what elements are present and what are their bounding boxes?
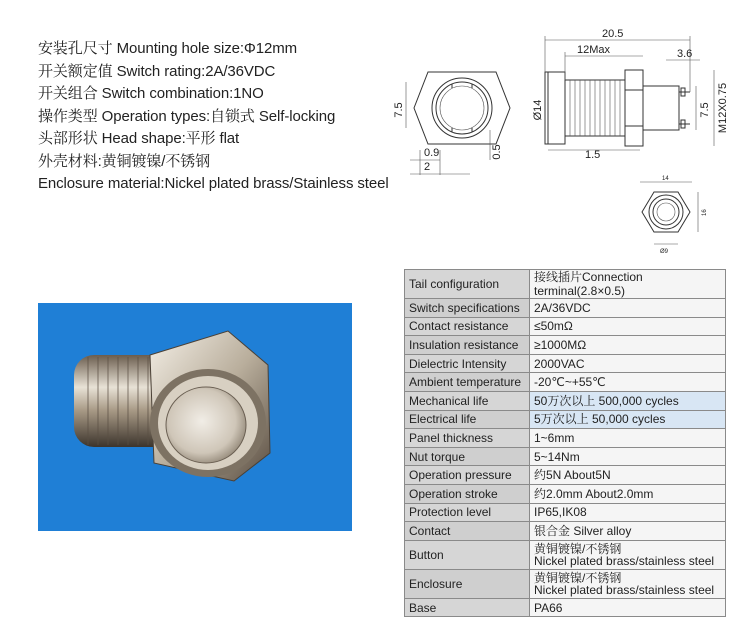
spec-line: 操作类型 Operation types:自锁式 Self-locking bbox=[38, 107, 336, 125]
table-row bbox=[405, 336, 726, 355]
row-key: Switch specifications bbox=[405, 299, 530, 318]
spec-line: 外壳材料:黄铜镀镍/不锈钢 bbox=[38, 152, 211, 170]
dim-label: 0.9 bbox=[424, 147, 440, 159]
table-row bbox=[405, 598, 726, 617]
dim-label: 1.5 bbox=[585, 149, 601, 161]
row-value bbox=[530, 569, 726, 598]
table-row bbox=[405, 354, 726, 373]
row-value: 接线插片Connection terminal(2.8×0.5) bbox=[530, 270, 726, 299]
push-button-image bbox=[38, 303, 352, 531]
technical-drawing bbox=[0, 0, 750, 270]
row-value: ≤50mΩ bbox=[530, 317, 726, 336]
row-value: ≥1000MΩ bbox=[530, 336, 726, 355]
table-row bbox=[405, 484, 726, 503]
row-key: Base bbox=[405, 598, 530, 617]
table-row bbox=[405, 429, 726, 448]
row-key: Panel thickness bbox=[405, 429, 530, 448]
dim-label: 7.5 bbox=[393, 102, 405, 118]
row-value: 2A/36VDC bbox=[530, 299, 726, 318]
dim-label: 3.6 bbox=[677, 48, 693, 60]
dim-label: Ø14 bbox=[532, 99, 544, 121]
spec-line: 安装孔尺寸 Mounting hole size:Φ12mm bbox=[38, 40, 298, 57]
product-photo bbox=[38, 303, 352, 531]
bottom-view bbox=[640, 176, 708, 255]
side-view bbox=[532, 28, 729, 161]
row-key: Protection level bbox=[405, 503, 530, 522]
table-row bbox=[405, 317, 726, 336]
table-row bbox=[405, 373, 726, 392]
spec-line: Enclosure material:Nickel plated brass/Stainless steel bbox=[38, 175, 389, 192]
row-value-line: Nickel plated brass/stainless steel bbox=[534, 553, 715, 568]
table-row bbox=[405, 503, 726, 522]
row-value-line: Nickel plated brass/stainless steel bbox=[534, 582, 715, 597]
row-key: Dielectric Intensity bbox=[405, 354, 530, 373]
dim-label: Ø9 bbox=[660, 249, 669, 255]
table-row bbox=[405, 466, 726, 485]
row-value: 2000VAC bbox=[530, 354, 726, 373]
table-row bbox=[405, 391, 726, 410]
table-row bbox=[405, 270, 726, 299]
row-value: -20℃~+55℃ bbox=[530, 373, 726, 392]
spec-line: 开关额定值 Switch rating:2A/36VDC bbox=[38, 62, 276, 80]
table-row bbox=[405, 410, 726, 429]
dim-label: 14 bbox=[662, 176, 669, 182]
row-key: Nut torque bbox=[405, 447, 530, 466]
row-key: Insulation resistance bbox=[405, 336, 530, 355]
table-row bbox=[405, 522, 726, 541]
row-key: Ambient temperature bbox=[405, 373, 530, 392]
dim-label: 20.5 bbox=[602, 28, 624, 40]
table-row bbox=[405, 299, 726, 318]
spec-line: 头部形状 Head shape:平形 flat bbox=[38, 130, 240, 147]
row-value: PA66 bbox=[530, 598, 726, 617]
spec-line: 开关组合 Switch combination:1NO bbox=[38, 85, 264, 102]
row-key: Contact bbox=[405, 522, 530, 541]
row-key: Electrical life bbox=[405, 410, 530, 429]
row-value bbox=[530, 540, 726, 569]
table-row bbox=[405, 540, 726, 569]
row-value-line: 黄铜镀镍/不锈钢 bbox=[534, 541, 622, 556]
dim-label: 12Max bbox=[577, 44, 611, 56]
row-key: Operation stroke bbox=[405, 484, 530, 503]
dim-label: 16 bbox=[702, 209, 708, 216]
row-key: Contact resistance bbox=[405, 317, 530, 336]
row-value: 5万次以上 50,000 cycles bbox=[530, 410, 726, 429]
row-value: 银合金 Silver alloy bbox=[530, 522, 726, 541]
row-key: Operation pressure bbox=[405, 466, 530, 485]
dim-label: 2 bbox=[424, 161, 431, 173]
row-value: 约2.0mm About2.0mm bbox=[530, 484, 726, 503]
row-key: Mechanical life bbox=[405, 391, 530, 410]
table-row bbox=[405, 569, 726, 598]
row-value: 约5N About5N bbox=[530, 466, 726, 485]
row-value: IP65,IK08 bbox=[530, 503, 726, 522]
row-value: 5~14Nm bbox=[530, 447, 726, 466]
row-key: Button bbox=[405, 540, 530, 569]
row-key: Tail configuration bbox=[405, 270, 530, 299]
row-key: Enclosure bbox=[405, 569, 530, 598]
dim-label: M12X0.75 bbox=[717, 82, 729, 134]
table-row bbox=[405, 447, 726, 466]
row-value-line: 黄铜镀镍/不锈钢 bbox=[534, 570, 622, 585]
dim-label: 0.5 bbox=[491, 144, 503, 160]
spec-table bbox=[404, 269, 726, 617]
row-value: 50万次以上 500,000 cycles bbox=[530, 391, 726, 410]
dim-label: 7.5 bbox=[699, 102, 711, 118]
row-value: 1~6mm bbox=[530, 429, 726, 448]
front-view bbox=[393, 72, 510, 175]
